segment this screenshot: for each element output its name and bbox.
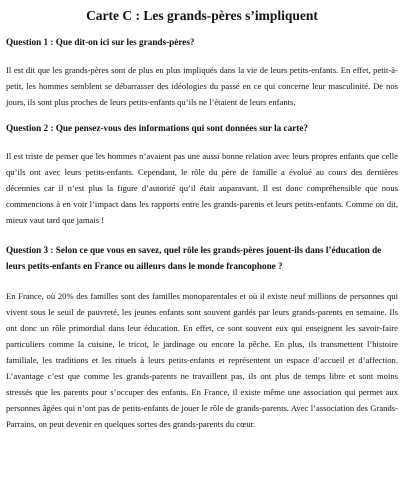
page-title: Carte C : Les grands-pères s’impliquent bbox=[86, 8, 318, 23]
answer-1: Il est dit que les grands-pères sont de plus en plus impliqués dans la vie de leurs petits-enfants. En effet, petit-à-petit, les hommes semblent se débarrasser des idéologies du passé en ce qui concerne leur masculinité. De nos jours, ils sont plus proches de leurs petits-enfants qu’ils ne l’étaient de leurs enfants. bbox=[6, 65, 398, 107]
answer-2: Il est triste de penser que les hommes n’avaient pas une aussi bonne relation avec leurs propres enfants que celle qu’ils ont avec leurs petits-enfants. Cependant, le rôle du père de famille a évolué au cours des dernières décennies car il n’est plus la figure d’autorité qu’il était auparavant. Il est donc compréhensible que nous commencions à en voir l’impact dans les rapports entre les grands-parents et leurs petits-enfants. Comme on dit, mieux vaut tard que jamais ! bbox=[6, 151, 398, 225]
answer-3: En France, où 20% des familles sont des familles monoparentales et où il existe neuf millions de personnes qui vivent sous le seuil de pauvreté, les jeunes enfants sont souvent gardés par leurs grands-parents en semaine. Ils ont donc un rôle primordial dans leur éducation. En effet, ce sont souvent eux qui enseignent les savoir-faire particuliers comme la cuisine, le tricot, le jardinage ou encore la pêche. En plus, ils transmettent l’histoire familiale, les traditions et les rituels à leurs petits-enfants et représentent un espace d’accueil et d’affection. L’avantage c’est que comme les grands-parents ne travaillent pas, ils ont plus de temps libre et sont moins stressés que les parents pour s’occuper des enfants. En France, il existe même une association qui permet aux personnes âgées qui n’ont pas de petits-enfants de jouer le rôle de grands-parents. Avec l’association des Grands-Parrains, on peut devenir en quelques sortes des grands-parents du cœur. bbox=[6, 291, 398, 429]
question-2: Question 2 : Que pensez-vous des informations qui sont données sur la carte? bbox=[6, 123, 309, 133]
question-3: Question 3 : Selon ce que vous en savez, quel rôle les grands-pères jouent-ils dans l’éducation de leurs petits-enfants en France ou ailleurs dans le monde francophone ? bbox=[6, 245, 382, 271]
question-1: Question 1 : Que dit-on ici sur les grands-pères? bbox=[6, 37, 195, 47]
